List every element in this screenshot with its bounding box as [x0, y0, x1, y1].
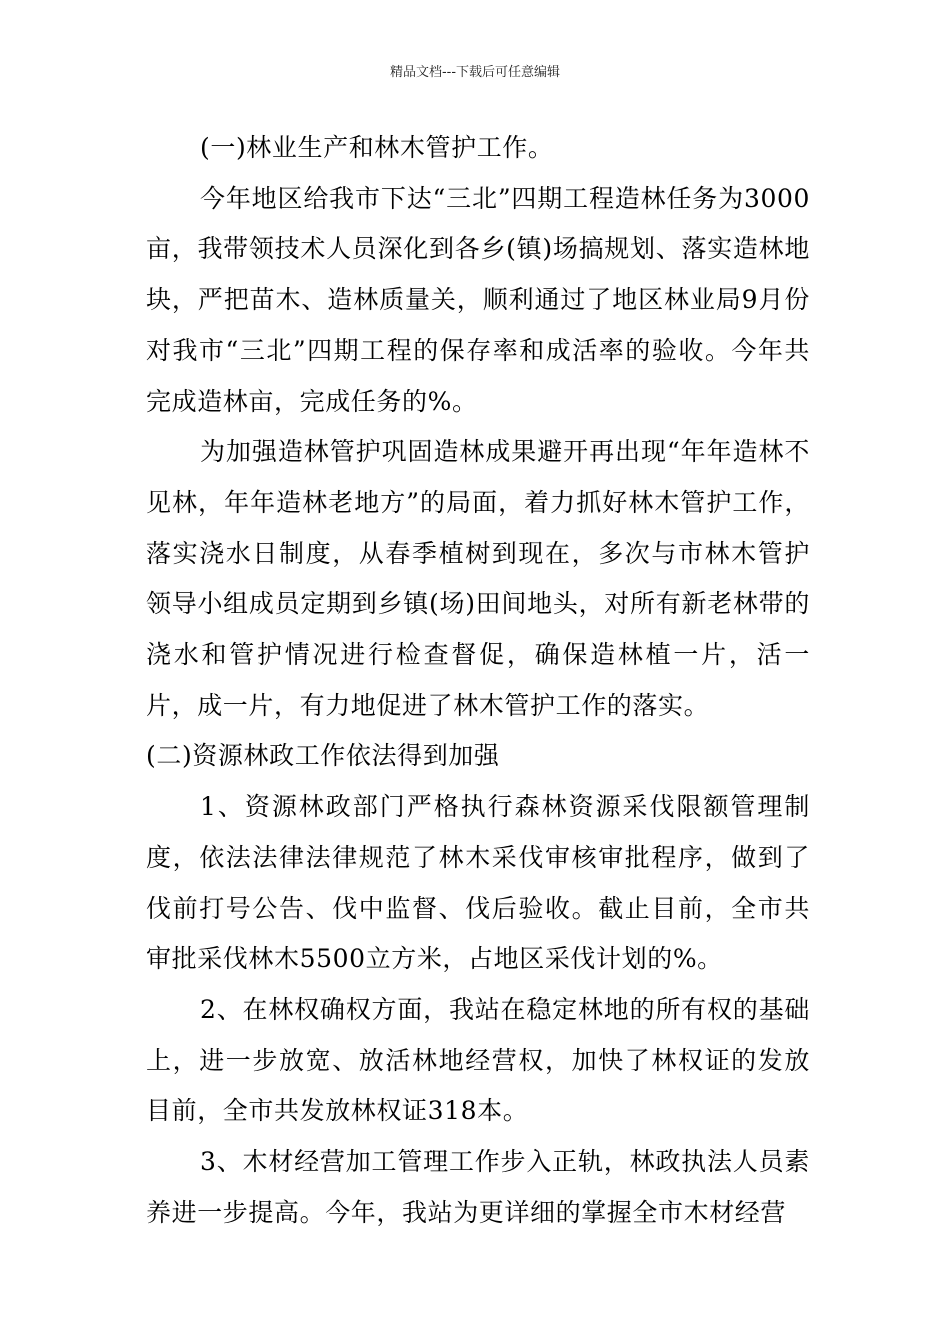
paragraph-timber-management: 3、木材经营加工管理工作步入正轨，林政执法人员素养进一步提高。今年，我站为更详细的掌握全市木材经营 — [146, 1147, 810, 1227]
section-heading-2: (二)资源林政工作依法得到加强 — [146, 741, 500, 771]
page-header: 精品文档---下载后可任意编辑 — [389, 65, 561, 80]
paragraph-forest-care: 为加强造林管护巩固造林成果避开再出现“年年造林不见林，年年造林老地方”的局面，着力抓好林木管护工作，落实浇水日制度，从春季植树到现在，多次与市林木管护领导小组成员定期到乡镇(场)田间地头，对所有新老林带的浇水和管护情况进行检查督促，确保造林植一片，活一片，成一片，有力地促进了林木管护工作的落实。 — [146, 437, 810, 720]
paragraph-afforestation-task: 今年地区给我市下达“三北”四期工程造林任务为3000亩，我带领技术人员深化到各乡(镇)场搞规划、落实造林地块，严把苗木、造林质量关，顺利通过了地区林业局9月份对我市“三北”四期工程的保存率和成活率的验收。今年共完成造林亩，完成任务的%。 — [146, 183, 810, 416]
paragraph-logging-quota: 1、资源林政部门严格执行森林资源采伐限额管理制度，依法法律法律规范了林木采伐审核审批程序，做到了伐前打号公告、伐中监督、伐后验收。截止目前，全市共审批采伐林木5500立方米，占地区采伐计划的%。 — [146, 792, 810, 974]
paragraph-forest-rights: 2、在林权确权方面，我站在稳定林地的所有权的基础上，进一步放宽、放活林地经营权，加快了林权证的发放目前，全市共发放林权证318本。 — [146, 994, 810, 1126]
section-heading-1: (一)林业生产和林木管护工作。 — [200, 133, 554, 162]
document-body — [146, 123, 810, 1238]
